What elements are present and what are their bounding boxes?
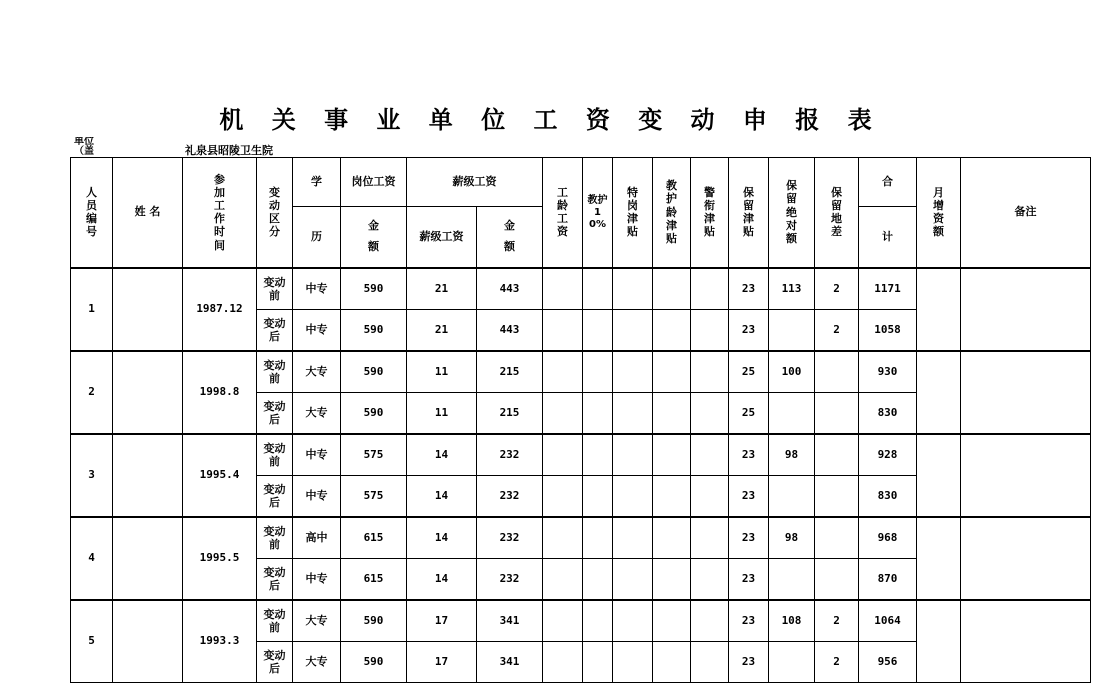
record-total: 1058 — [859, 310, 917, 352]
record-special — [613, 476, 653, 518]
change-label: 变动后 — [263, 482, 286, 509]
record-grade-amount: 232 — [477, 517, 543, 559]
record-retain: 23 — [729, 310, 769, 352]
record-edu: 中专 — [293, 559, 341, 601]
record-police — [691, 393, 729, 435]
record-retain-abs: 98 — [769, 434, 815, 476]
record-seniority — [543, 600, 583, 642]
record-monthly — [917, 268, 961, 351]
record-nurse10 — [583, 642, 613, 683]
record-nurse-age — [653, 434, 691, 476]
table-row — [71, 434, 1091, 476]
change-label: 变动后 — [263, 565, 286, 592]
record-nurse10 — [583, 476, 613, 518]
table-row — [71, 517, 1091, 559]
header-total-bottom: 计 — [859, 207, 917, 269]
record-monthly — [917, 351, 961, 434]
record-grade-amount: 341 — [477, 600, 543, 642]
record-grade-amount: 232 — [477, 559, 543, 601]
record-total: 968 — [859, 517, 917, 559]
header-nurse-age: 教护龄津贴 — [653, 158, 691, 269]
record-retain-reg — [815, 476, 859, 518]
change-label: 变动后 — [263, 316, 286, 343]
record-retain-reg: 2 — [815, 600, 859, 642]
record-retain: 23 — [729, 642, 769, 683]
record-retain-abs: 100 — [769, 351, 815, 393]
record-grade-amount: 341 — [477, 642, 543, 683]
record-seniority — [543, 351, 583, 393]
record-total: 830 — [859, 393, 917, 435]
header-name: 姓 名 — [113, 158, 183, 269]
record-edu: 中专 — [293, 476, 341, 518]
header-nurse10: 教护10% — [583, 158, 613, 269]
record-police — [691, 559, 729, 601]
record-seniority — [543, 559, 583, 601]
record-nurse10 — [583, 393, 613, 435]
record-edu: 高中 — [293, 517, 341, 559]
record-retain-reg — [815, 351, 859, 393]
header-seniority: 工龄工资 — [543, 158, 583, 269]
record-retain: 23 — [729, 600, 769, 642]
record-grade-amount: 443 — [477, 310, 543, 352]
record-name — [113, 268, 183, 351]
record-retain: 23 — [729, 476, 769, 518]
record-post: 590 — [341, 268, 407, 310]
header-total-top: 合 — [859, 158, 917, 207]
record-nurse10 — [583, 517, 613, 559]
record-post: 590 — [341, 310, 407, 352]
record-grade: 21 — [407, 268, 477, 310]
header-retain-reg: 保留地差 — [815, 158, 859, 269]
header-retain-abs: 保留绝对额 — [769, 158, 815, 269]
record-special — [613, 517, 653, 559]
record-post: 615 — [341, 517, 407, 559]
record-grade: 17 — [407, 600, 477, 642]
record-nurse-age — [653, 517, 691, 559]
change-label: 变动前 — [263, 275, 286, 302]
record-retain-reg — [815, 393, 859, 435]
record-nurse-age — [653, 351, 691, 393]
header-id: 人员编号 — [71, 158, 113, 269]
record-post: 590 — [341, 393, 407, 435]
record-start: 1995.4 — [183, 434, 257, 517]
record-total: 928 — [859, 434, 917, 476]
record-monthly — [917, 434, 961, 517]
record-change — [257, 642, 293, 683]
record-name — [113, 517, 183, 600]
record-seniority — [543, 310, 583, 352]
table-row — [71, 600, 1091, 642]
record-change — [257, 434, 293, 476]
record-edu: 中专 — [293, 434, 341, 476]
record-start: 1987.12 — [183, 268, 257, 351]
change-label: 变动前 — [263, 524, 286, 551]
record-grade: 14 — [407, 559, 477, 601]
header-monthly: 月增资额 — [917, 158, 961, 269]
record-nurse-age — [653, 393, 691, 435]
record-retain-abs — [769, 559, 815, 601]
header-retain: 保留津贴 — [729, 158, 769, 269]
record-nurse10 — [583, 310, 613, 352]
record-edu: 大专 — [293, 351, 341, 393]
header-grade-sub: 薪级工资 — [407, 207, 477, 269]
header-special: 特岗津贴 — [613, 158, 653, 269]
record-retain-abs — [769, 393, 815, 435]
record-seniority — [543, 268, 583, 310]
header-post-amount: 金 额 — [341, 207, 407, 269]
record-retain: 23 — [729, 268, 769, 310]
change-label: 变动前 — [263, 358, 286, 385]
record-grade-amount: 232 — [477, 434, 543, 476]
record-change — [257, 559, 293, 601]
record-total: 830 — [859, 476, 917, 518]
header-grade-amount: 金 额 — [477, 207, 543, 269]
record-post: 590 — [341, 351, 407, 393]
unit-name: 礼泉县昭陵卫生院 — [185, 144, 273, 157]
record-retain-abs — [769, 476, 815, 518]
record-id: 1 — [71, 268, 113, 351]
record-post: 575 — [341, 476, 407, 518]
record-retain-reg — [815, 517, 859, 559]
record-edu: 大专 — [293, 393, 341, 435]
record-retain-reg: 2 — [815, 310, 859, 352]
record-nurse-age — [653, 310, 691, 352]
record-start: 1995.5 — [183, 517, 257, 600]
table-row — [71, 268, 1091, 310]
record-retain-abs: 98 — [769, 517, 815, 559]
header-police: 警衔津贴 — [691, 158, 729, 269]
record-id: 4 — [71, 517, 113, 600]
record-grade: 17 — [407, 642, 477, 683]
record-remark — [961, 517, 1091, 600]
record-grade-amount: 232 — [477, 476, 543, 518]
record-special — [613, 393, 653, 435]
record-retain: 23 — [729, 517, 769, 559]
record-retain-reg: 2 — [815, 268, 859, 310]
record-nurse10 — [583, 559, 613, 601]
header-edu-top: 学 — [293, 158, 341, 207]
header-grade: 薪级工资 — [407, 158, 543, 207]
record-special — [613, 434, 653, 476]
record-post: 575 — [341, 434, 407, 476]
record-retain-abs: 108 — [769, 600, 815, 642]
change-label: 变动后 — [263, 648, 286, 675]
record-change — [257, 517, 293, 559]
record-special — [613, 268, 653, 310]
record-police — [691, 434, 729, 476]
record-police — [691, 268, 729, 310]
record-start: 1993.3 — [183, 600, 257, 683]
record-police — [691, 517, 729, 559]
record-nurse-age — [653, 600, 691, 642]
record-retain-abs: 113 — [769, 268, 815, 310]
record-grade: 14 — [407, 434, 477, 476]
record-change — [257, 268, 293, 310]
record-seniority — [543, 393, 583, 435]
record-change — [257, 393, 293, 435]
record-grade: 11 — [407, 393, 477, 435]
record-seniority — [543, 517, 583, 559]
record-remark — [961, 268, 1091, 351]
record-special — [613, 642, 653, 683]
record-total: 1064 — [859, 600, 917, 642]
record-seniority — [543, 642, 583, 683]
record-name — [113, 434, 183, 517]
change-label: 变动后 — [263, 399, 286, 426]
record-monthly — [917, 517, 961, 600]
record-police — [691, 310, 729, 352]
record-police — [691, 600, 729, 642]
record-grade: 21 — [407, 310, 477, 352]
record-name — [113, 351, 183, 434]
record-edu: 中专 — [293, 310, 341, 352]
change-label: 变动前 — [263, 441, 286, 468]
record-grade: 11 — [407, 351, 477, 393]
record-total: 870 — [859, 559, 917, 601]
record-retain-reg: 2 — [815, 642, 859, 683]
record-retain-reg — [815, 434, 859, 476]
record-retain: 23 — [729, 559, 769, 601]
record-edu: 中专 — [293, 268, 341, 310]
record-special — [613, 600, 653, 642]
record-retain-abs — [769, 642, 815, 683]
record-total: 930 — [859, 351, 917, 393]
record-nurse10 — [583, 434, 613, 476]
record-nurse-age — [653, 268, 691, 310]
page-title: 机 关 事 业 单 位 工 资 变 动 申 报 表 — [219, 105, 882, 134]
record-special — [613, 310, 653, 352]
record-total: 956 — [859, 642, 917, 683]
record-police — [691, 351, 729, 393]
header-edu-bottom: 历 — [293, 207, 341, 269]
record-nurse-age — [653, 642, 691, 683]
record-remark — [961, 600, 1091, 683]
record-grade-amount: 443 — [477, 268, 543, 310]
record-police — [691, 642, 729, 683]
record-edu: 大专 — [293, 600, 341, 642]
record-grade: 14 — [407, 517, 477, 559]
record-id: 2 — [71, 351, 113, 434]
record-special — [613, 559, 653, 601]
change-label: 变动前 — [263, 607, 286, 634]
header-change: 变动区分 — [257, 158, 293, 269]
record-grade-amount: 215 — [477, 351, 543, 393]
record-post: 615 — [341, 559, 407, 601]
record-nurse10 — [583, 351, 613, 393]
record-id: 5 — [71, 600, 113, 683]
salary-change-table — [70, 157, 1091, 683]
unit-label: 单位（盖 — [74, 137, 94, 157]
record-retain: 23 — [729, 434, 769, 476]
record-grade: 14 — [407, 476, 477, 518]
record-police — [691, 476, 729, 518]
record-total: 1171 — [859, 268, 917, 310]
record-retain-abs — [769, 310, 815, 352]
record-name — [113, 600, 183, 683]
record-nurse10 — [583, 268, 613, 310]
record-seniority — [543, 434, 583, 476]
record-change — [257, 310, 293, 352]
header-start: 参加工作时间 — [183, 158, 257, 269]
table-row — [71, 351, 1091, 393]
record-nurse-age — [653, 476, 691, 518]
record-nurse10 — [583, 600, 613, 642]
record-retain: 25 — [729, 351, 769, 393]
header-remark: 备注 — [961, 158, 1091, 269]
record-retain-reg — [815, 559, 859, 601]
record-remark — [961, 351, 1091, 434]
record-remark — [961, 434, 1091, 517]
record-post: 590 — [341, 642, 407, 683]
record-seniority — [543, 476, 583, 518]
record-special — [613, 351, 653, 393]
record-change — [257, 351, 293, 393]
record-id: 3 — [71, 434, 113, 517]
record-retain: 25 — [729, 393, 769, 435]
record-change — [257, 600, 293, 642]
record-grade-amount: 215 — [477, 393, 543, 435]
header-post: 岗位工资 — [341, 158, 407, 207]
record-post: 590 — [341, 600, 407, 642]
record-edu: 大专 — [293, 642, 341, 683]
record-nurse-age — [653, 559, 691, 601]
record-change — [257, 476, 293, 518]
record-monthly — [917, 600, 961, 683]
record-start: 1998.8 — [183, 351, 257, 434]
